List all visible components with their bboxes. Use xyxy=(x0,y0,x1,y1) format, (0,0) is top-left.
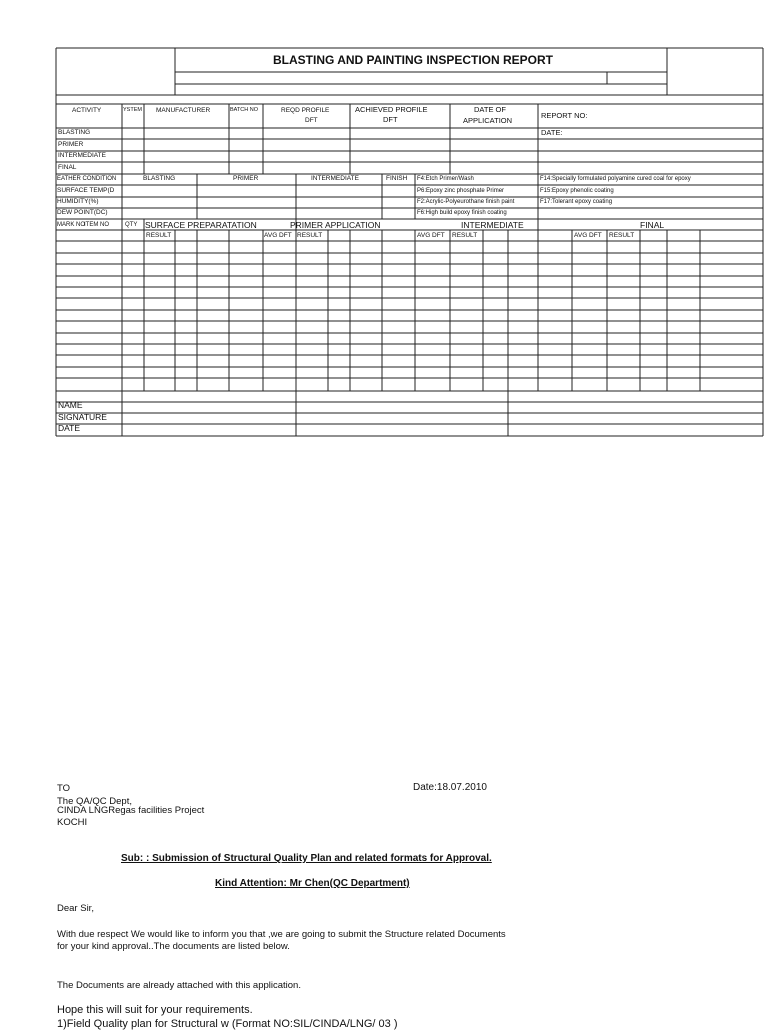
finish-note-f4: F4:Etch Primer/Wash xyxy=(417,176,474,182)
letter-salutation: Dear Sir, xyxy=(57,903,94,914)
letter-hope: Hope this will suit for your requirements. xyxy=(57,1004,253,1016)
letter-city: KOCHI xyxy=(57,817,88,828)
finish-note-f2: F2:Acrylic-Polyeurothane finish paint xyxy=(417,199,515,205)
header-activity: ACTIVITY xyxy=(72,107,102,114)
header-achieved-profile-dft: DFT xyxy=(383,115,398,124)
header-achieved-profile: ACHIEVED PROFILE xyxy=(355,105,428,114)
sub-result-2: RESULT xyxy=(297,232,323,239)
inspection-report-form xyxy=(0,0,768,440)
letter-dept: The QA/QC Dept, xyxy=(57,796,132,807)
header-application: APPLICATION xyxy=(463,116,513,125)
cond-humidity: HUMIDITY(%) xyxy=(57,198,99,205)
letter-attention: Kind Attention: Mr Chen(QC Department) xyxy=(215,878,410,889)
header-date-of: DATE OF xyxy=(474,105,506,114)
section-mark-no: MARK NO xyxy=(57,222,86,228)
sub-result-4: RESULT xyxy=(609,232,635,239)
sub-result-1: RESULT xyxy=(146,232,172,239)
cond-intermediate: INTERMEDIATE xyxy=(311,175,359,182)
activity-blasting: BLASTING xyxy=(58,129,91,136)
section-final: FINAL xyxy=(640,220,665,230)
header-batch-no: BATCH NO xyxy=(230,107,259,113)
letter-body-line2: for your kind approval..The documents are listed below. xyxy=(57,941,290,952)
finish-note-f14: F14:Specially formulated polyamine cured coal for epoxy xyxy=(540,176,691,182)
finish-note-f15: F15:Epoxy phenolic coating xyxy=(540,188,614,194)
section-qty: QTY xyxy=(125,222,138,228)
header-manufacturer: MANUFACTURER xyxy=(156,107,211,114)
sub-avg-dft-2: AVG DFT xyxy=(417,232,445,239)
letter-date: Date:18.07.2010 xyxy=(413,782,487,793)
cond-primer: PRIMER xyxy=(233,175,259,182)
letter-subject: Sub: : Submission of Structural Quality Plan and related formats for Approval. xyxy=(121,853,492,864)
letter-company: CINDA LNGRegas facilities Project xyxy=(57,805,205,816)
header-reqd-profile-dft: DFT xyxy=(305,117,318,124)
section-item-no: ITEM NO xyxy=(84,222,109,228)
finish-note-p6: P6:Epoxy zinc phosphate Primer xyxy=(417,188,505,194)
cond-finish: FINISH xyxy=(386,175,408,182)
activity-final: FINAL xyxy=(58,164,77,171)
finish-note-f6: F6:High build epoxy finish coating xyxy=(417,210,507,216)
section-surface-preparation: SURFACE PREPARATATION xyxy=(145,220,257,230)
cond-surface-temp: SURFACE TEMP(D xyxy=(57,187,115,194)
cond-dew-point: DEW POINT(DC) xyxy=(57,209,108,216)
finish-note-f17: F17:Tolerant epoxy coating xyxy=(540,199,613,205)
letter-body-line1: With due respect We would like to inform you that ,we are going to submit the Structure related Documents xyxy=(57,929,506,940)
date-label: DATE: xyxy=(541,128,563,137)
signoff-date: DATE xyxy=(58,423,81,433)
header-reqd-profile: REQD PROFILE xyxy=(281,107,330,114)
sub-avg-dft-1: AVG DFT xyxy=(264,232,292,239)
section-primer-application: PRIMER APPLICATION xyxy=(290,220,381,230)
header-system: YSTEM xyxy=(123,107,142,113)
letter-item-1: 1)Field Quality plan for Structural w (Format NO:SIL/CINDA/LNG/ 03 ) xyxy=(57,1018,398,1030)
section-intermediate: INTERMEDIATE xyxy=(461,220,524,230)
cover-letter xyxy=(0,770,768,1030)
signoff-name: NAME xyxy=(58,400,83,410)
letter-attached: The Documents are already attached with this application. xyxy=(57,980,301,991)
letter-to: TO xyxy=(57,783,71,794)
sub-avg-dft-3: AVG DFT xyxy=(574,232,602,239)
weather-condition-label: EATHER CONDITION xyxy=(57,176,117,182)
report-no-label: REPORT NO: xyxy=(541,111,588,120)
activity-intermediate: INTERMEDIATE xyxy=(58,152,106,159)
signoff-signature: SIGNATURE xyxy=(58,412,107,422)
activity-primer: PRIMER xyxy=(58,141,84,148)
report-title: BLASTING AND PAINTING INSPECTION REPORT xyxy=(273,53,554,67)
cond-blasting: BLASTING xyxy=(143,175,176,182)
sub-result-3: RESULT xyxy=(452,232,478,239)
